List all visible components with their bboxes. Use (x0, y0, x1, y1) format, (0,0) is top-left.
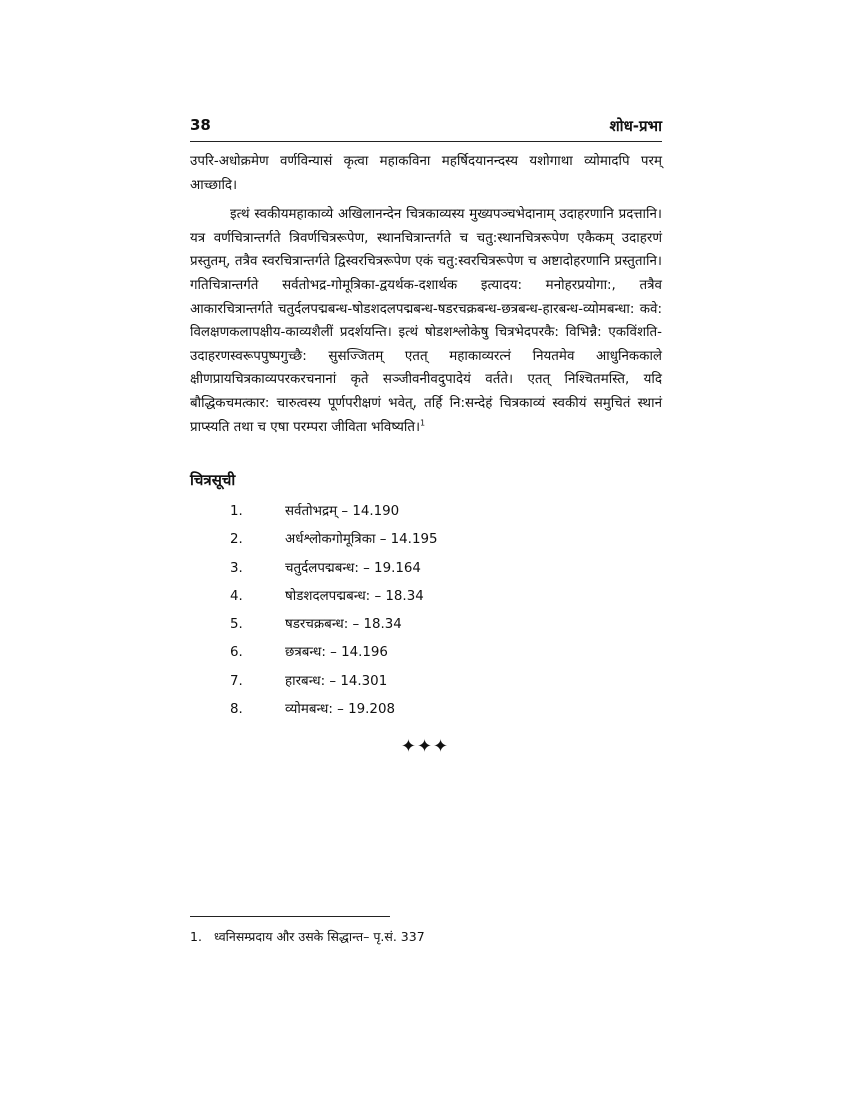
item-number: 5. (230, 617, 243, 633)
item-text: व्योमबन्ध: – 19.208 (285, 702, 395, 718)
body-text (190, 150, 662, 439)
section-heading: चित्रसूची (190, 471, 236, 489)
item-number: 3. (230, 560, 243, 576)
page-header (190, 116, 662, 142)
paragraph (190, 203, 662, 439)
item-number: 8. (230, 702, 243, 718)
footnote-marker: 1 (420, 418, 426, 428)
item-number: 4. (230, 588, 243, 604)
footnote-text: ध्वनिसम्प्रदाय और उसके सिद्धान्त– पृ.सं. 337 (214, 929, 425, 944)
item-number: 7. (230, 673, 243, 689)
footnote (190, 928, 425, 945)
paragraph-text: इत्थं स्वकीयमहाकाव्ये अखिलानन्देन चित्रकाव्यस्य मुख्यपञ्चभेदानाम् उदाहरणानि प्रदत्तानि। यत्र वर्णचित्रान्तर्गते त्रिवर्णचित्ररूपेण, स्थानचित्रान्तर्गते च चतु:स्थानचित्ररूपेण एकैकम् उदाहरणं प्रस्तुतम्, तत्रैव स्वरचित्रान्तर्गते द्विस्वरचित्ररूपेण एकं चतु:स्वरचित्ररूपेण च अष्टादोहरणानि प्रस्तुतानि। गतिचित्रान्तर्गते सर्वतोभद्र-गोमूत्रिका-द्वयर्थक-दशार्थक इत्यादय: मनोहरप्रयोगा:, तत्रैव आकारचित्रान्तर्गते चतुर्दलपद्मबन्ध-षोडशदलपद्मबन्ध-षडरचक्रबन्ध-छत्रबन्ध-हारबन्ध-व्योमबन्धा: कवे: विलक्षणकलापक्षीय-काव्यशैलीं प्रदर्शयन्ति। इत्थं षोडशश्लोकेषु चित्रभेदपरकै: विभिन्नै: एकविंशति-उदाहरणस्वरूपपुष्पगुच्छै: सुसज्जितम् एतत् महाकाव्यरत्नं नियतमेव आधुनिककाले क्षीणप्रायचित्रकाव्यपरकरचनानां कृते सञ्जीवनीवदुपादेयं वर्तते। एतत् निश्चितमस्ति, यदि बौद्धिकचमत्कार: चारुत्वस्य पूर्णपरीक्षणं भवेत्, तर्हि नि:सन्देहं चित्रकाव्यं स्वकीयं समुचितं स्थानं प्राप्स्यति तथा च एषा परम्परा जीविता भविष्यति। (190, 207, 662, 435)
item-text: चतुर्दलपद्मबन्ध: – 19.164 (285, 560, 421, 576)
item-text: हारबन्ध: – 14.301 (285, 673, 388, 689)
item-text: षोडशदलपद्मबन्ध: – 18.34 (285, 588, 424, 604)
item-number: 6. (230, 645, 243, 661)
page-number: 38 (190, 116, 211, 134)
footnote-rule (190, 916, 390, 917)
item-text: षडरचक्रबन्ध: – 18.34 (285, 617, 402, 633)
header-rule (190, 141, 662, 142)
footnote-number: 1. (190, 929, 202, 944)
item-text: सर्वतोभद्रम् – 14.190 (285, 504, 400, 519)
item-text: अर्धश्लोकगोमूत्रिका – 14.195 (285, 532, 438, 548)
item-number: 2. (230, 532, 243, 548)
running-title: शोध-प्रभा (609, 117, 662, 135)
item-number: 1. (230, 504, 243, 519)
paragraph: उपरि-अधोक्रमेण वर्णविन्यासं कृत्वा महाकविना महर्षिदयानन्दस्य यशोगाथा व्योमादपि परम् आच्छादि। (190, 154, 662, 193)
item-text: छत्रबन्ध: – 14.196 (285, 645, 388, 661)
ornament-divider: ✦✦✦ (400, 736, 450, 757)
